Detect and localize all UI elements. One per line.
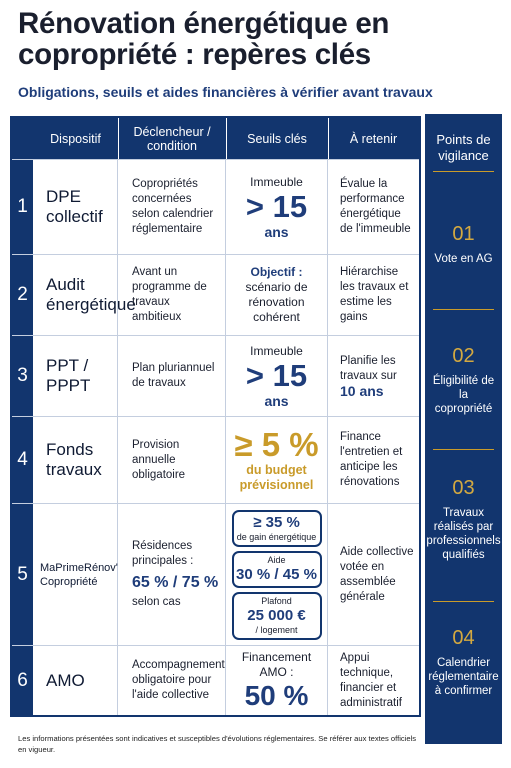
vigilance-number: 02 bbox=[452, 345, 475, 367]
vigilance-item bbox=[425, 626, 502, 698]
dispositif-name: DPE collectif bbox=[33, 160, 118, 254]
header-divider bbox=[226, 118, 227, 159]
seuil-label: Immeuble bbox=[250, 343, 303, 358]
seuil-cell bbox=[226, 255, 328, 335]
seuil-value: > 15 bbox=[245, 188, 308, 224]
vigilance-label: Travaux réalisés par professionnels qualifiés bbox=[426, 507, 501, 561]
table-row-ppt bbox=[12, 335, 419, 416]
dispositif-name: MaPrimeRénov' Copropriété bbox=[33, 504, 118, 645]
seuil-value: 50 % bbox=[244, 679, 309, 711]
declencheur-cell bbox=[118, 504, 226, 645]
vigilance-title: Points de vigilance bbox=[436, 132, 491, 163]
header-seuils: Seuils clés bbox=[247, 131, 307, 146]
vigilance-number: 04 bbox=[452, 627, 475, 649]
table-row-amo bbox=[12, 645, 419, 715]
row-number: 3 bbox=[12, 336, 33, 416]
retenir-text: Planifie les travaux sur bbox=[340, 354, 397, 382]
seuil-cell bbox=[226, 336, 328, 416]
dispositif-name: AMO bbox=[33, 646, 118, 715]
declencheur-note: selon cas bbox=[132, 596, 181, 608]
seuil-cell bbox=[226, 417, 328, 503]
declencheur-text: Résidences principales : bbox=[132, 540, 194, 567]
header-dispositif: Dispositif bbox=[50, 131, 101, 146]
table-row-maprimerenov bbox=[12, 503, 419, 645]
seuil-label: Objectif : bbox=[250, 265, 303, 279]
retenir-text: Évalue la performance énergétique de l'immeuble bbox=[340, 178, 411, 235]
key-points-table bbox=[10, 116, 421, 717]
row-number: 6 bbox=[12, 646, 33, 715]
header-divider bbox=[118, 118, 119, 159]
box-sub: / logement bbox=[255, 624, 298, 635]
seuil-text: scénario de rénovation cohérent bbox=[245, 280, 308, 324]
declencheur-text: Avant un programme de travaux ambitieux bbox=[118, 255, 226, 335]
declencheur-stat: 65 % / 75 % bbox=[132, 574, 219, 591]
vigilance-panel bbox=[425, 114, 502, 744]
retenir-text: Appui technique, financier et administratif bbox=[340, 651, 402, 709]
box-value: 30 % / 45 % bbox=[236, 565, 317, 583]
header-declencheur: Déclencheur / condition bbox=[133, 124, 211, 153]
vigilance-label: Éligibilité de la copropriété bbox=[432, 375, 495, 415]
gain-box bbox=[232, 510, 322, 547]
vigilance-item bbox=[425, 476, 502, 562]
footnote: Les informations présentées sont indicatives et susceptibles d'évolutions réglementaires. Se référer aux textes officiels en vigueur. bbox=[18, 734, 417, 754]
declencheur-text: Provision annuelle obligatoire bbox=[118, 417, 226, 503]
seuil-unit: ans bbox=[264, 223, 289, 240]
seuil-sub: du budget prévisionnel bbox=[239, 463, 314, 492]
vigilance-label: Calendrier réglementaire à confirmer bbox=[428, 657, 499, 697]
seuil-unit: ans bbox=[264, 392, 289, 409]
box-sub: de gain énergétique bbox=[236, 531, 317, 542]
page-title: Rénovation énergétique en copropriété : repères clés bbox=[18, 7, 390, 71]
retenir-highlight: 10 ans bbox=[340, 382, 384, 399]
dispositif-name: PPT / PPPT bbox=[33, 336, 118, 416]
table-row-audit bbox=[12, 254, 419, 335]
vigilance-item bbox=[425, 344, 502, 416]
retenir-text: Finance l'entretien et anticipe les rénovations bbox=[340, 431, 403, 488]
seuil-value: ≥ 5 % bbox=[234, 426, 319, 463]
plafond-box bbox=[232, 592, 322, 640]
vigilance-label: Vote en AG bbox=[434, 253, 493, 265]
divider bbox=[433, 171, 494, 172]
dispositif-name: Audit énergétique bbox=[33, 255, 118, 335]
declencheur-text: Plan pluriannuel de travaux bbox=[118, 336, 226, 416]
divider bbox=[433, 601, 494, 602]
divider bbox=[433, 449, 494, 450]
header-divider bbox=[328, 118, 329, 159]
row-number: 4 bbox=[12, 417, 33, 503]
vigilance-item bbox=[425, 222, 502, 266]
retenir-text: Hiérarchise les travaux et estime les gains bbox=[340, 266, 409, 323]
row-number: 2 bbox=[12, 255, 33, 335]
retenir-text: Aide collective votée en assemblée générale bbox=[340, 545, 414, 603]
row-number: 1 bbox=[12, 160, 33, 254]
table-header bbox=[12, 118, 419, 159]
declencheur-text: Copropriétés concernées selon calendrier réglementaire bbox=[118, 160, 226, 254]
divider bbox=[433, 309, 494, 310]
vigilance-number: 01 bbox=[452, 223, 475, 245]
page-subtitle: Obligations, seuils et aides financières à vérifier avant travaux bbox=[18, 84, 433, 100]
seuil-value: > 15 bbox=[245, 357, 308, 393]
vigilance-number: 03 bbox=[452, 477, 475, 499]
seuil-cell bbox=[226, 646, 328, 715]
dispositif-name: Fonds travaux bbox=[33, 417, 118, 503]
header-retenir: À retenir bbox=[349, 131, 398, 146]
box-label: Plafond bbox=[261, 595, 292, 606]
seuil-label: Financement AMO : bbox=[241, 649, 312, 679]
box-value: ≥ 35 % bbox=[253, 513, 300, 531]
declencheur-text: Accompagnement obligatoire pour l'aide collective bbox=[118, 646, 226, 715]
seuil-cell bbox=[226, 160, 328, 254]
seuil-cell bbox=[226, 504, 328, 645]
table-row-fonds bbox=[12, 416, 419, 503]
retenir-cell bbox=[328, 336, 419, 416]
table-row-dpe bbox=[12, 159, 419, 254]
seuil-label: Immeuble bbox=[250, 174, 303, 189]
aide-box bbox=[232, 551, 322, 588]
box-label: Aide bbox=[267, 554, 286, 565]
box-value: 25 000 € bbox=[247, 606, 306, 624]
row-number: 5 bbox=[12, 504, 33, 645]
